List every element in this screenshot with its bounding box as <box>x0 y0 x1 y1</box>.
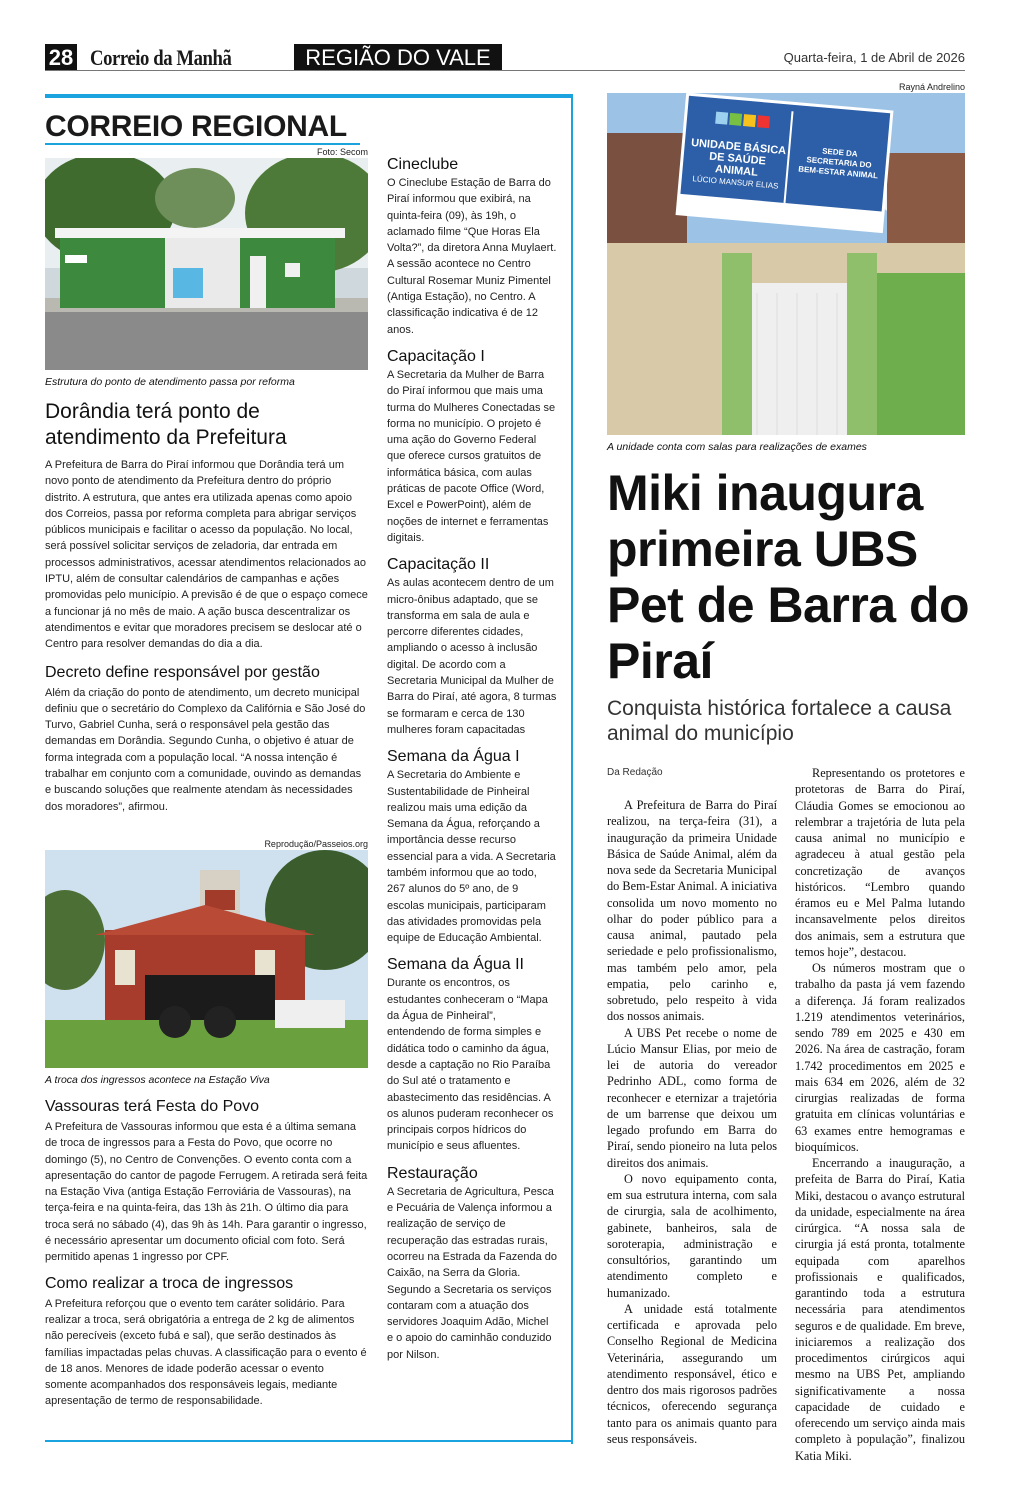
story-body: Além da criação do ponto de atendimento, um decreto municipal definiu que o secretário do Complexo da Califórnia e São José do Turvo, Gabriel Cunha, será o responsável pela gestão das demandas em Dorândia. Segundo Cunha, o objetivo é atuar de forma integrada com a população local. “A nossa intenção é trabalhar em conjunto com a comunidade, ouvindo as demandas e buscando soluções que realmente atendam às necessidades dos moradores”, afirmou. <box>45 686 366 813</box>
regional-kicker: CORREIO REGIONAL <box>45 110 347 143</box>
note-body: As aulas acontecem dentro de um micro-ônibus adaptado, que se transforma em sala de aula e percorre diferentes cidades, ampliando o acesso à inclusão digital. De acordo com a Secretaria Municipal da Mulher de Barra do Piraí, até agora, 8 turmas se formaram e cerca de 130 mulheres foram capacitadas <box>387 577 557 736</box>
article-paragraph: A unidade está totalmente certificada e aprovada pelo Conselho Regional de Medicina Veterinária, assegurando um atendimento responsável, ético e dentro dos mais rigorosos padrões técnicos, oferecendo segurança tanto para os animais quanto para seus responsáveis. <box>607 1301 777 1446</box>
subheadline: Conquista histórica fortalece a causa animal do município <box>607 697 952 745</box>
note-body: A Secretaria do Ambiente e Sustentabilidade de Pinheiral realizou mais uma edição da Semana da Água, reforçando a importância desse recurso essencial para a vida. A Secretaria também informou que ao todo, 267 alunos do 5º ano, de 9 escolas municipais, participaram das atividades promovidas pela equipe de Educação Ambiental. <box>387 769 556 945</box>
note-body: Durante os encontros, os estudantes conheceram o “Mapa da Água de Pinheiral”, entendendo de forma simples e didática todo o caminho da água, desde a captação no Rio Paraíba do Sul até o tratamento e abastecimento das residências. A os alunos puderam reconhecer os principais corpos hídricos do município e seus afluentes. <box>387 977 554 1153</box>
photo-credit: Foto: Secom <box>316 147 368 157</box>
regional-box-bottom-rule <box>45 1440 573 1442</box>
article-paragraph: Representando os protetores e protetoras de Barra do Piraí, Cláudia Gomes se emocionou ao relembrar a trajetória de luta pela causa animal no município e agradeceu à atual gestão pela concretização de avanços históricos. “Lembro quando éramos eu e Mel Palma lutando incansavelmente pelos direitos dos animais, sem a estrutura que temos hoje”, destacou. <box>795 766 965 959</box>
note-title: Capacitação I <box>387 347 485 365</box>
kicker-rule <box>45 143 360 145</box>
photo-ubs-pet-facade <box>607 93 965 435</box>
article-paragraph: A Prefeitura de Barra do Piraí realizou, na terça-feira (31), a inauguração da primeira Unidade Básica de Saúde Animal, além da nova sede da Secretaria Municipal do Bem-Estar Animal. A iniciativa consolida um novo momento no olhar do poder público para a causa animal, pautado pela seriedade e pelo profissionalismo, mas também pelo amor, pela empatia, pelo carinho e, sobretudo, pelo respeito à vida dos nossos animais. <box>607 798 777 1024</box>
story-dorandia <box>45 399 368 815</box>
headline: Miki inaugura primeira UBS Pet de Barra do Piraí <box>607 465 970 689</box>
story-title: Vassouras terá Festa do Povo <box>45 1098 260 1115</box>
note-restauracao <box>387 1164 557 1363</box>
article-paragraph: A UBS Pet recebe o nome de Lúcio Mansur Elias, por meio de lei de autoria do vereador Pedrinho ADL, como forma de reconhecer e eternizar a trajetória de um barrense que deixou um legado profundo em Barra do Piraí, sendo pioneiro na luta pelos direitos dos animais. <box>607 1025 777 1170</box>
article-paragraph: Os números mostram que o trabalho da pasta já vem fazendo a diferença. Já foram realizados 1.219 atendimentos veterinários, sendo 789 em 2025 e 430 em 2026. Na área de castração, foram 1.742 procedimentos em 2025 e mais 634 em 2026, além de 32 cirurgias realizadas de forma gratuita em clínicas voluntárias e 63 exames entre hemogramas e bioquímicos. <box>795 961 965 1154</box>
sign-ubs-name <box>685 137 789 194</box>
photo-post-office-building <box>45 158 368 370</box>
photo-credit: Rayná Andrelino <box>898 82 965 92</box>
note-title: Semana da Água II <box>387 956 524 974</box>
article-column-1 <box>607 797 777 1457</box>
article-paragraph: Encerrando a inauguração, a prefeita de Barra do Piraí, Katia Miki, destacou o avanço estrutural da unidade, especialmente na área cirúrgica. “A nossa sala de cirurgia já está pronta, totalmente equipada com aparelhos profissionais e qualificados, garantindo toda a estrutura necessária para atendimentos seguros e de qualidade. Em breve, iniciaremos a realização dos procedimentos cirúrgicos aqui mesmo na UBS Pet, ampliando significativamente a nossa capacidade de cuidado e oferecendo um serviço ainda mais completo à população”, finalizou Katia Miki. <box>795 1156 965 1463</box>
newspaper-name: Correio da Manhã <box>90 45 232 70</box>
section-title: REGIÃO DO VALE <box>294 44 502 71</box>
story-subtitle: Como realizar a troca de ingressos <box>45 1274 294 1292</box>
photo-caption: Estrutura do ponto de atendimento passa por reforma <box>45 376 295 388</box>
note-title: Cineclube <box>387 156 459 173</box>
byline: Da Redação <box>607 767 663 778</box>
story-body: A Prefeitura de Vassouras informou que esta é a última semana de troca de ingressos para a Festa do Povo, que ocorre no domingo (5), no Centro de Convenções. O evento conta com a apresentação do cantor de pagode Ferrugem. A retirada será feita na Estação Viva (antiga Estação Ferroviária de Vassouras), na terça-feira e na quinta-feira, das 13h às 21h. O último dia para troca será no sábado (4), das 9h às 14h. Para garantir o ingresso, é necessário apresentar um documento oficial com foto. Será permitido apenas 1 ingresso por CPF. <box>45 1121 368 1264</box>
note-capacitacao-2 <box>387 555 557 738</box>
notes-column <box>387 155 557 1363</box>
note-semana-agua-1 <box>387 747 557 946</box>
sign-text: UNIDADE BÁSICA DE SAÚDE ANIMAL <box>690 136 787 179</box>
photo-caption: A unidade conta com salas para realizações de exames <box>607 441 867 453</box>
issue-date: Quarta-feira, 1 de Abril de 2026 <box>783 50 965 65</box>
note-title: Restauração <box>387 1164 478 1182</box>
header-rule <box>45 70 965 71</box>
story-body: A Prefeitura reforçou que o evento tem caráter solidário. Para realizar a troca, será obrigatória a entrega de 2 kg de alimentos não perecíveis (exceto fubá e sal), que serão destinados às famílias impactadas pelas chuvas. A classificação para o evento é de 18 anos. Menores de idade poderão acessar o evento somente acompanhados dos responsáveis legais, mediante apresentação de termo de responsabilidade. <box>45 1297 367 1408</box>
note-body: O Cineclube Estação de Barra do Piraí informou que exibirá, na quinta-feira (09), às 19h, o aclamado filme “Que Horas Ela Volta?”, da diretora Anna Muylaert. A sessão acontece no Centro Cultural Rosemar Muniz Pimentel (Antiga Estação), no Centro. A classificação indicativa é de 12 anos. <box>387 177 557 336</box>
sign-secretaria: SEDE DA SECRETARIA DO BEM-ESTAR ANIMAL <box>797 146 879 181</box>
story-title: Dorândia terá ponto de atendimento da Prefeitura <box>45 400 287 449</box>
photo-credit: Reprodução/Passeios.org <box>264 839 368 849</box>
story-body: A Prefeitura de Barra do Piraí informou que Dorândia terá um novo ponto de atendimento da Prefeitura dentro do próprio distrito. A estrutura, que antes era utilizada apenas como apoio dos Correios, passa por reforma completa para abrigar serviços públicos municipais e facilitar o acesso da população. No local, será possível solicitar serviços de zeladoria, dar entrada em processos administrativos, acessar atendimentos relacionados ao IPTU, além de consultar calendários de campanhas e ações promovidas pelo município. A previsão é de que o espaço comece a funcionar já no mês de maio. A ação busca descentralizar os atendimentos e evitar que moradores precisem se deslocar até o Centro para resolver demandas do dia a dia. <box>45 459 368 651</box>
note-title: Semana da Água I <box>387 748 520 766</box>
article-column-2 <box>795 765 965 1463</box>
story-vassouras <box>45 1097 368 1410</box>
sign-subtext: LÚCIO MANSUR ELIAS <box>692 174 779 191</box>
story-subtitle: Decreto define responsável por gestão <box>45 663 320 681</box>
note-cineclube <box>387 155 557 338</box>
note-semana-agua-2 <box>387 955 557 1154</box>
note-body: A Secretaria da Mulher de Barra do Piraí informou que mais uma turma do Mulheres Conectadas se forma no município. O projeto é uma ação do Governo Federal que oferece cursos gratuitos de informática básica, com aulas práticas de pacote Office (Word, Excel e PowerPoint), além de noções de internet e ferramentas digitais. <box>387 368 556 544</box>
photo-caption: A troca dos ingressos acontece na Estação Viva <box>45 1074 270 1086</box>
article-paragraph: O novo equipamento conta, em sua estrutura interna, com sala de cirurgia, sala de acolhimento, gabinete, banheiros, sala de soroterapia, administração e consultórios, garantindo um atendimento completo e humanizado. <box>607 1171 777 1300</box>
note-body: A Secretaria de Agricultura, Pesca e Pecuária de Valença informou a realização de serviço de recuperação das estradas rurais, ocorreu na Estrada da Fazenda do Caixão, na Serra da Gloria. Segundo a Secretaria os serviços contaram com a atuação dos servidores Joaquim Adão, Michel e o apoio do caminhão conduzido por Nilson. <box>387 1185 558 1361</box>
photo-train-station <box>45 850 368 1068</box>
page-number: 28 <box>45 44 77 71</box>
note-capacitacao-1 <box>387 347 557 546</box>
note-title: Capacitação II <box>387 556 490 574</box>
